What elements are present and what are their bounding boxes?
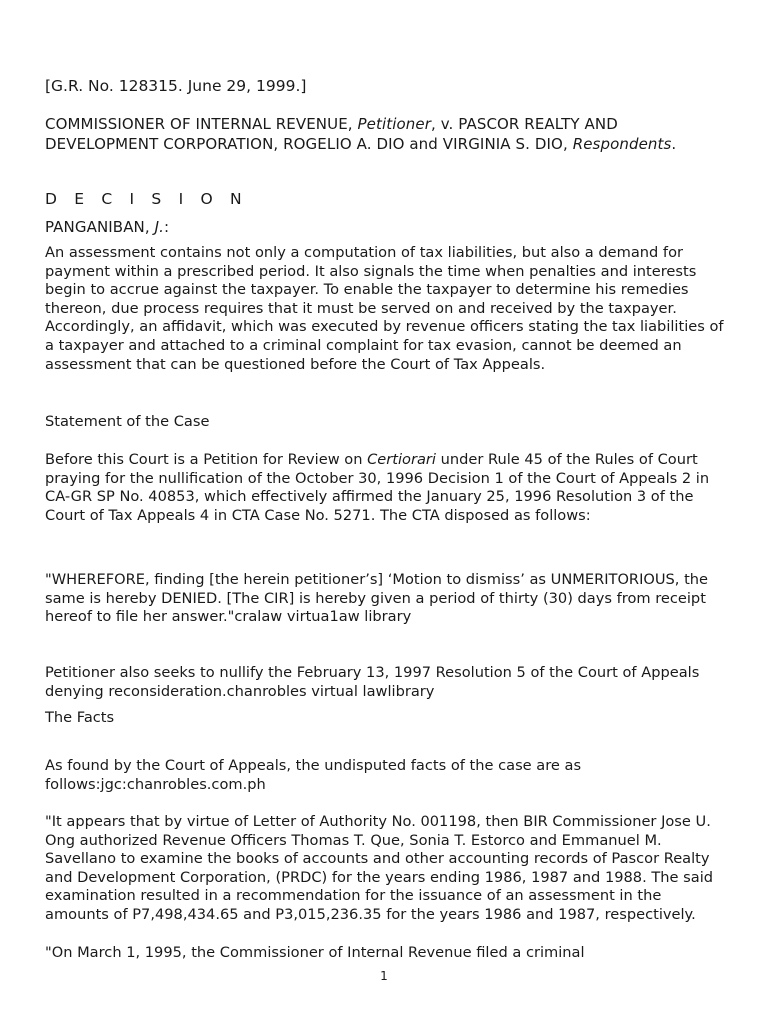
page-number: 1 — [380, 969, 388, 983]
ponente-name: PANGANIBAN, — [45, 218, 155, 236]
facts-quote-next-line: "On March 1, 1995, the Commissioner of Internal Revenue filed a criminal — [45, 944, 585, 961]
intro-paragraph: An assessment contains not only a computation of tax liabilities, but also a demand for payment within a prescribed period. It also signals the time when penalties and interests begin to accrue against the taxpayer. To enable the taxpayer to determine his remedies thereon, due process requires that it must be served on and received by the taxpayer. Accordingly, an affidavit, which was executed by revenue officers stating the tax liabilities of a taxpayer and attached to a criminal complaint for tax evasion, cannot be deemed an assessment that can be questioned before the Court of Tax Appeals. — [45, 244, 724, 373]
caption-end: . — [671, 134, 677, 153]
respondent-role: Respondents — [572, 134, 672, 153]
decision-title: D E C I S I O N — [45, 190, 248, 208]
facts-quote-paragraph: "It appears that by virtue of Letter of Authority No. 001198, then BIR Commissioner Jose U. Ong authorized Revenue Officers Thomas T. Que, Sonia T. Estorco and Emmanuel M. Savellano to examine the books of accounts and other accounting records of Pascor Realty and Development Corporation, (PRDC) for the years ending 1986, 1987 and 1988. The said examination resulted in a recommendation for the issuance of an assessment in the amounts of P7,498,434.65 and P3,015,236.35 for the years 1986 and 1987, respectively. — [45, 813, 714, 923]
quoted-resolution: "WHEREFORE, finding [the herein petitioner’s] ‘Motion to dismiss’ as UNMERITORIOUS, the same is hereby DENIED. [The CIR] is hereby given a period of thirty (30) days from receipt hereof to file her answer."cralaw virtua1aw library — [45, 571, 709, 626]
certiorari-term: Certiorari — [367, 451, 436, 468]
case-paragraph-part1: Before this Court is a Petition for Review on — [45, 451, 368, 468]
case-citation: [G.R. No. 128315. June 29, 1999.] — [45, 77, 307, 95]
section-statement-of-the-case: Statement of the Case — [45, 413, 210, 430]
versus-parties: , v. PASCOR REALTY AND DEVELOPMENT CORPORATION, ROGELIO A. DIO and VIRGINIA S. DIO, — [45, 115, 618, 153]
facts-intro-paragraph: As found by the Court of Appeals, the undisputed facts of the case are as follows:jgc:chanrobles.com.ph — [45, 757, 582, 793]
ponente — [45, 218, 725, 238]
case-paragraph — [45, 451, 725, 525]
case-caption — [45, 115, 725, 154]
petitioner-role: Petitioner — [357, 115, 431, 133]
nullify-paragraph: Petitioner also seeks to nullify the February 13, 1997 Resolution 5 of the Court of Appeals denying reconsideration.chanrobles virtual lawlibrary — [45, 664, 700, 700]
case-paragraph-part2: under Rule 45 of the Rules of Court praying for the nullification of the October 30, 1996 Decision 1 of the Court of Appeals 2 in CA-GR SP No. 40853, which effectively affirmed the January 25, 1996 Resolution 3 of the Court of Tax Appeals 4 in CTA Case No. 5271. The CTA disposed as follows: — [45, 451, 710, 524]
petitioner-name: COMMISSIONER OF INTERNAL REVENUE, — [45, 115, 358, 133]
ponente-colon: : — [164, 218, 170, 236]
section-the-facts: The Facts — [45, 709, 115, 726]
ponente-title: J. — [154, 218, 165, 236]
